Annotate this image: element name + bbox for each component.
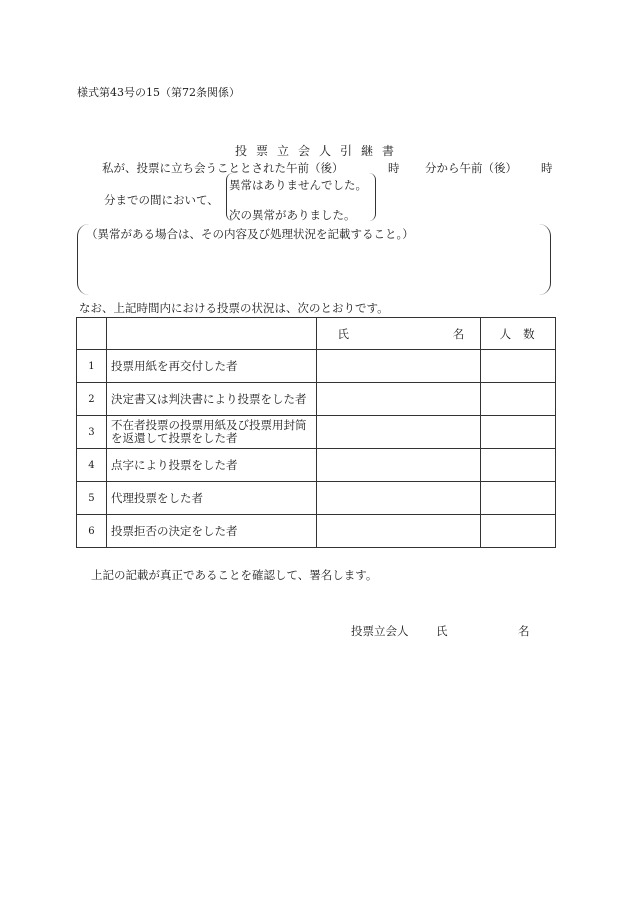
option-normal: 異常はありませんでした。: [229, 178, 367, 192]
row-name-cell[interactable]: [317, 515, 481, 548]
row-desc: 代理投票をした者: [106, 482, 317, 515]
signature-name-a: 氏: [436, 624, 448, 638]
signature-name-b: 名: [518, 624, 530, 638]
signature-role: 投票立会人: [351, 624, 409, 638]
option-abnormal: 次の異常がありました。: [229, 208, 356, 222]
table-note: なお、上記時間内における投票の状況は、次のとおりです。: [79, 301, 389, 315]
table-row: [77, 482, 556, 515]
table-row: [77, 449, 556, 482]
intro-hour2-label: 時: [541, 161, 553, 175]
intro-minute-from: 分から午前（後）: [425, 161, 517, 175]
row-count-cell[interactable]: [481, 449, 556, 482]
header-count: 人数: [481, 318, 556, 350]
row-count-cell[interactable]: [481, 350, 556, 383]
row-name-cell[interactable]: [317, 449, 481, 482]
row-name-cell[interactable]: [317, 350, 481, 383]
table-row: [77, 383, 556, 416]
header-name-a: 氏: [337, 326, 349, 341]
intro-hour-label: 時: [388, 161, 400, 175]
intro-prefix: 私が、投票に立ち会うこととされた午前（後）: [102, 161, 344, 175]
row-count-cell[interactable]: [481, 416, 556, 449]
header-blank: [77, 318, 107, 350]
row-name-cell[interactable]: [317, 482, 481, 515]
row-number: 3: [77, 416, 107, 449]
row-name-cell[interactable]: [317, 383, 481, 416]
row-number: 4: [77, 449, 107, 482]
row-number: 6: [77, 515, 107, 548]
row-desc-line2: を返還して投票をした者: [110, 431, 238, 445]
intro-until: 分までの間において、: [104, 193, 219, 207]
document-title: 投票立会人引継書: [234, 144, 403, 158]
row-count-cell[interactable]: [481, 383, 556, 416]
row-count-cell[interactable]: [481, 482, 556, 515]
header-desc: [106, 318, 317, 350]
header-name-b: 名: [452, 326, 465, 341]
remarks-note: （異常がある場合は、その内容及び処理状況を記載すること。）: [86, 227, 414, 241]
table-header-row: [77, 318, 556, 350]
row-desc: 点字により投票をした者: [106, 449, 317, 482]
form-number: 様式第43号の15（第72条関係）: [77, 86, 240, 99]
row-desc: 投票用紙を再交付した者: [106, 350, 317, 383]
confirmation-text: 上記の記載が真正であることを確認して、署名します。: [91, 568, 378, 582]
row-number: 2: [77, 383, 107, 416]
row-number: 1: [77, 350, 107, 383]
row-number: 5: [77, 482, 107, 515]
header-name: [317, 318, 481, 350]
row-count-cell[interactable]: [481, 515, 556, 548]
row-name-cell[interactable]: [317, 416, 481, 449]
row-desc: 投票拒否の決定をした者: [106, 515, 317, 548]
table-row: [77, 515, 556, 548]
row-desc-line1: 不在者投票の投票用紙及び投票用封筒: [110, 418, 307, 432]
voting-status-table: [76, 317, 556, 548]
table-row: [77, 350, 556, 383]
row-desc: 決定書又は判決書により投票をした者: [106, 383, 317, 416]
row-desc: [106, 416, 317, 449]
table-row: [77, 416, 556, 449]
